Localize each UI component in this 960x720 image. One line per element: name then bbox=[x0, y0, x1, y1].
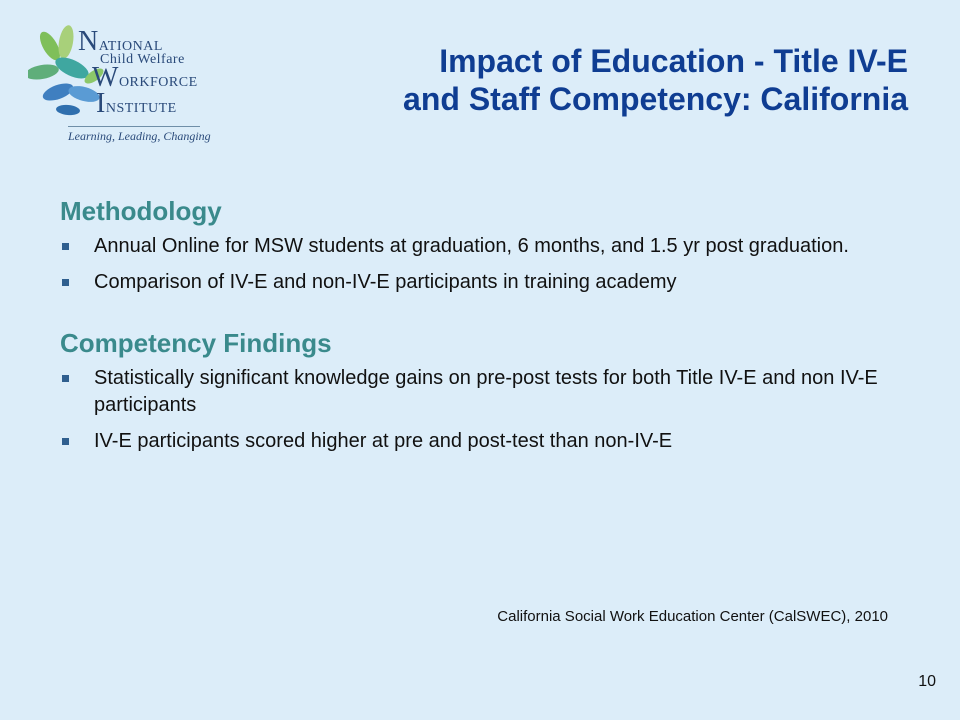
section-heading-competency-findings: Competency Findings bbox=[60, 328, 332, 358]
bullet-text: Comparison of IV-E and non-IV-E participants in training academy bbox=[94, 271, 677, 293]
logo-child-welfare: Child Welfare bbox=[100, 52, 185, 67]
methodology-bullets bbox=[60, 233, 920, 296]
logo-initial-n: N bbox=[78, 26, 99, 57]
slide-title-line-2: and Staff Competency: California bbox=[403, 81, 908, 117]
page-number: 10 bbox=[918, 673, 936, 690]
logo-institute: NSTITUTE bbox=[105, 101, 177, 116]
bullet-item bbox=[60, 365, 920, 419]
bullet-text: IV-E participants scored higher at pre and post-test than non-IV-E bbox=[94, 430, 673, 452]
logo-initial-i: I bbox=[96, 88, 106, 119]
source-citation: California Social Work Education Center (CalSWEC), 2010 bbox=[497, 608, 888, 625]
square-bullet-icon bbox=[62, 375, 69, 382]
logo-workforce: ORKFORCE bbox=[118, 75, 198, 90]
bullet-text: Annual Online for MSW students at graduation, 6 months, and 1.5 yr post graduation. bbox=[94, 235, 849, 257]
logo-national: ATIONAL bbox=[98, 39, 163, 54]
square-bullet-icon bbox=[62, 438, 69, 445]
slide-title-line-1: Impact of Education - Title IV-E bbox=[439, 43, 908, 79]
logo-initial-w: W bbox=[92, 62, 119, 93]
findings-bullets bbox=[60, 365, 920, 455]
logo-tagline: Learning, Leading, Changing bbox=[68, 129, 211, 143]
institute-logo bbox=[28, 22, 218, 142]
bullet-text: Statistically significant knowledge gains on pre-post tests for both Title IV-E and non IV-E participants bbox=[94, 367, 878, 416]
section-heading-methodology: Methodology bbox=[60, 196, 222, 226]
bullet-item bbox=[60, 269, 920, 296]
slide-content bbox=[60, 195, 920, 464]
slide-title bbox=[403, 42, 908, 118]
square-bullet-icon bbox=[62, 243, 69, 250]
bullet-item bbox=[60, 428, 920, 455]
square-bullet-icon bbox=[62, 279, 69, 286]
bullet-item bbox=[60, 233, 920, 260]
logo-divider bbox=[68, 126, 200, 127]
